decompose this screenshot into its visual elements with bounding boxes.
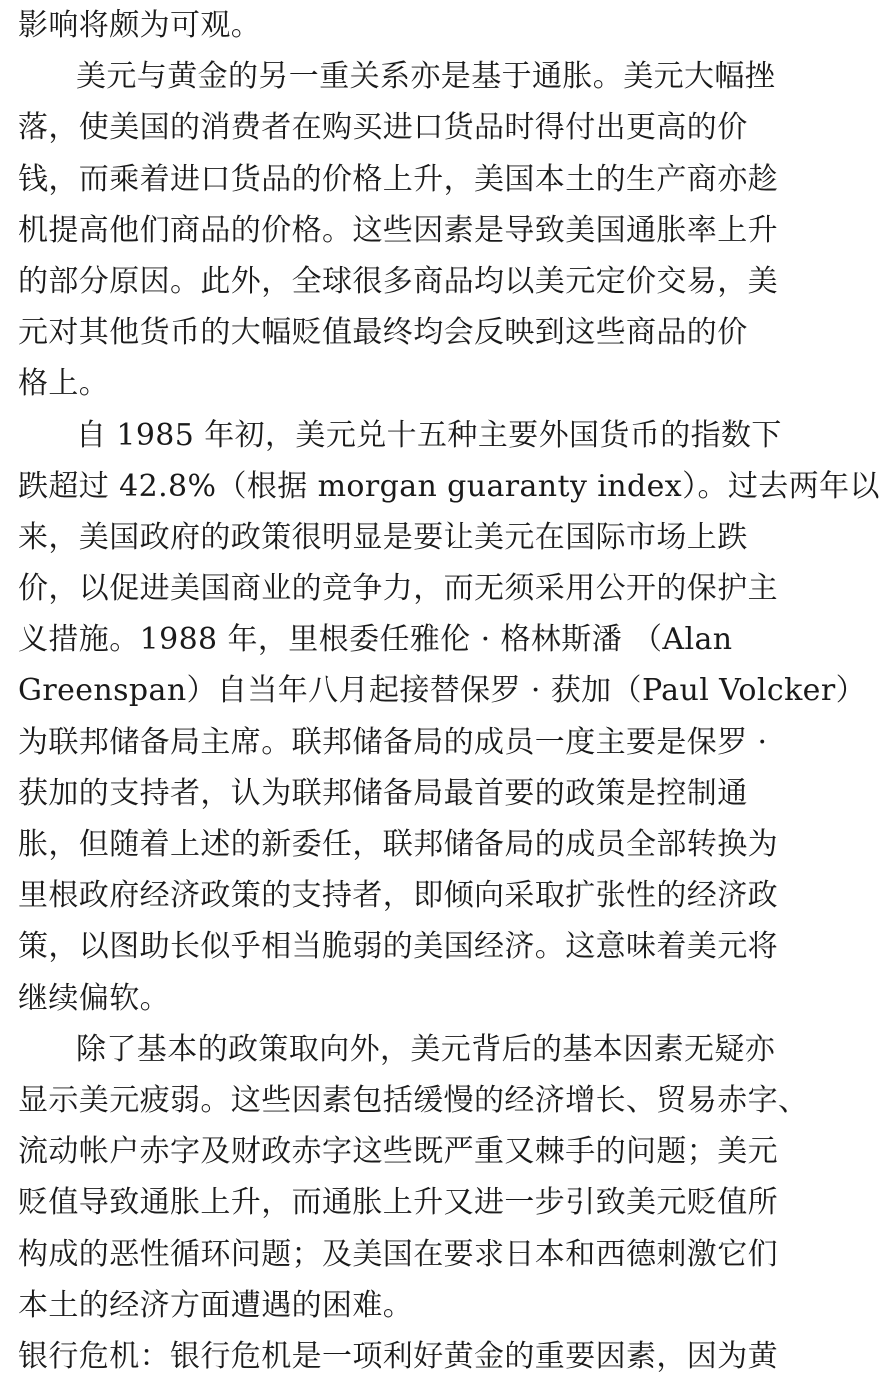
text-line: 义措施。1988 年，里根委任雅伦 · 格林斯潘 （Alan — [18, 622, 733, 658]
text-line: 格上。 — [18, 366, 110, 402]
section-heading: 银行危机： — [18, 1338, 170, 1374]
text-line: 落，使美国的消费者在购买进口货品时得付出更高的价 — [18, 110, 748, 146]
text-line: 获加的支持者，认为联邦储备局最首要的政策是控制通 — [18, 775, 748, 811]
text-line: 构成的恶性循环问题；及美国在要求日本和西德刺激它们 — [18, 1236, 778, 1272]
text-line: 贬值导致通胀上升，而通胀上升又进一步引致美元贬值所 — [18, 1185, 778, 1221]
text-line: 机提高他们商品的价格。这些因素是导致美国通胀率上升 — [18, 212, 778, 248]
text-line: 继续偏软。 — [18, 980, 170, 1016]
text-line: 元对其他货币的大幅贬值最终均会反映到这些商品的价 — [18, 315, 748, 351]
text-line: 的部分原因。此外，全球很多商品均以美元定价交易，美 — [18, 263, 778, 299]
section-heading-line — [18, 1331, 778, 1382]
text-line: 自 1985 年初，美元兑十五种主要外国货币的指数下 — [76, 417, 782, 453]
text-line: 跌超过 42.8%（根据 morgan guaranty index）。过去两年以 — [18, 468, 880, 504]
text-line: 钱，而乘着进口货品的价格上升，美国本土的生产商亦趁 — [18, 161, 778, 197]
text-line: 显示美元疲弱。这些因素包括缓慢的经济增长、贸易赤字、 — [18, 1082, 809, 1118]
text-line: 为联邦储备局主席。联邦储备局的成员一度主要是保罗 · — [18, 724, 768, 760]
text-line: 流动帐户赤字及财政赤字这些既严重又棘手的问题；美元 — [18, 1134, 778, 1170]
text-line: 美元与黄金的另一重关系亦是基于通胀。美元大幅挫 — [76, 59, 776, 95]
text-line: Greenspan）自当年八月起接替保罗 · 获加（Paul Volcker） — [18, 673, 866, 709]
section-heading-text: 银行危机是一项利好黄金的重要因素，因为黄 — [170, 1338, 778, 1374]
text-line: 除了基本的政策取向外，美元背后的基本因素无疑亦 — [76, 1031, 776, 1067]
text-line: 策，以图助长似乎相当脆弱的美国经济。这意味着美元将 — [18, 929, 778, 965]
text-line: 本土的经济方面遭遇的困难。 — [18, 1287, 414, 1323]
text-line: 胀，但随着上述的新委任，联邦储备局的成员全部转换为 — [18, 827, 778, 862]
text-line: 价，以促进美国商业的竞争力，而无须采用公开的保护主 — [18, 571, 778, 607]
text-line: 来，美国政府的政策很明显是要让美元在国际市场上跌 — [18, 519, 748, 555]
text-line: 影响将颇为可观。 — [18, 8, 262, 43]
text-line: 里根政府经济政策的支持者，即倾向采取扩张性的经济政 — [18, 878, 778, 914]
